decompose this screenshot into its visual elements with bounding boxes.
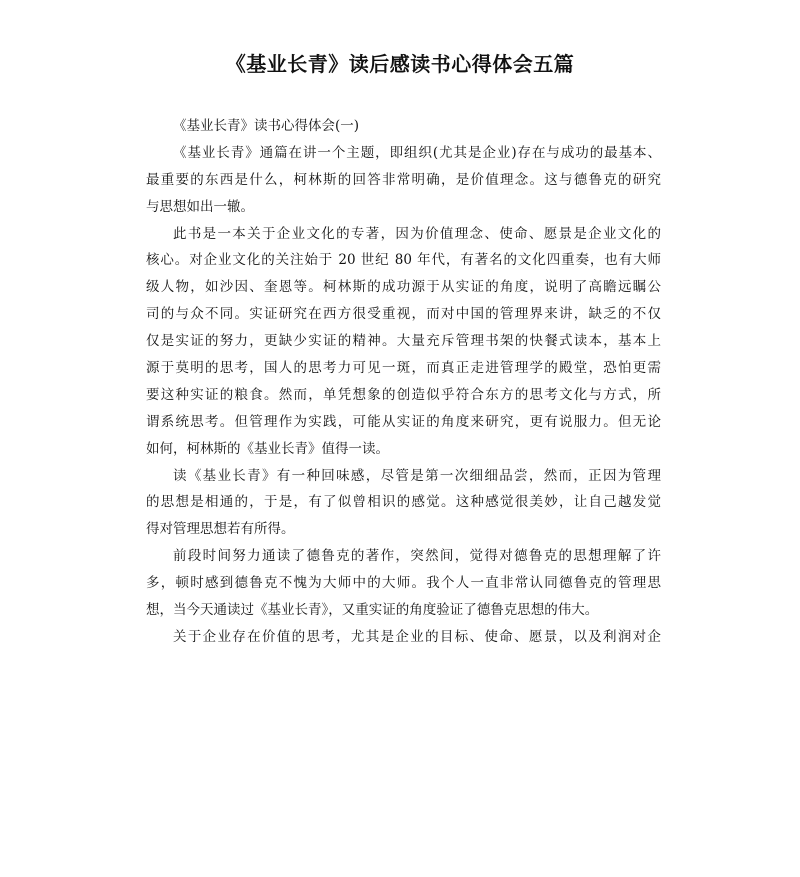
text-line: 核心。对企业文化的关注始于 20 世纪 80 年代，有著名的文化四重奏，也有大师 bbox=[146, 252, 661, 269]
text-line: 如何，柯林斯的《基业长青》值得一读。 bbox=[146, 440, 389, 457]
text-line: 得对管理思想若有所得。 bbox=[146, 521, 295, 538]
text-line: 《基业长青》通篇在讲一个主题，即组织(尤其是企业)存在与成功的最基本、 bbox=[173, 144, 661, 161]
text-line: 关于企业存在价值的思考，尤其是企业的目标、使命、愿景，以及利润对企 bbox=[173, 628, 661, 645]
text-line: 前段时间努力通读了德鲁克的著作，突然间，觉得对德鲁克的思想理解了许 bbox=[173, 548, 661, 565]
text-line: 想，当今天通读过《基业长青》，又重实证的角度验证了德鲁克思想的伟大。 bbox=[146, 602, 599, 619]
text-line: 级人物，如沙因、奎恩等。柯林斯的成功源于从实证的角度，说明了高瞻远瞩公 bbox=[146, 279, 661, 296]
text-line: 多，顿时感到德鲁克不愧为大师中的大师。我个人一直非常认同德鲁克的管理思 bbox=[146, 575, 661, 592]
document-title: 《基业长青》读后感读书心得体会五篇 bbox=[225, 52, 575, 76]
text-line: 的思想是相通的，于是，有了似曾相识的感觉。这种感觉很美妙，让自己越发觉 bbox=[146, 494, 661, 511]
text-line: 最重要的东西是什么，柯林斯的回答非常明确，是价值理念。这与德鲁克的研究 bbox=[146, 171, 661, 188]
text-line: 源于莫明的思考，国人的思考力可见一斑，而真正走进管理学的殿堂，恐怕更需 bbox=[146, 360, 661, 377]
text-line: 读《基业长青》有一种回味感，尽管是第一次细细品尝，然而，正因为管理 bbox=[173, 467, 661, 484]
text-line: 《基业长青》读书心得体会(一) bbox=[173, 118, 360, 134]
text-line: 司的与众不同。实证研究在西方很受重视，而对中国的管理界来讲，缺乏的不仅 bbox=[146, 306, 661, 323]
text-line: 与思想如出一辙。 bbox=[146, 198, 254, 215]
text-line: 要这种实证的粮食。然而，单凭想象的创造似乎符合东方的思考文化与方式，所 bbox=[146, 386, 661, 403]
text-line: 仅是实证的努力，更缺少实证的精神。大量充斥管理书架的快餐式读本，基本上 bbox=[146, 333, 661, 350]
document-body bbox=[146, 113, 661, 651]
text-line: 谓系统思考。但管理作为实践，可能从实证的角度来研究，更有说服力。但无论 bbox=[146, 413, 661, 430]
text-line: 此书是一本关于企业文化的专著，因为价值理念、使命、愿景是企业文化的 bbox=[173, 225, 661, 242]
